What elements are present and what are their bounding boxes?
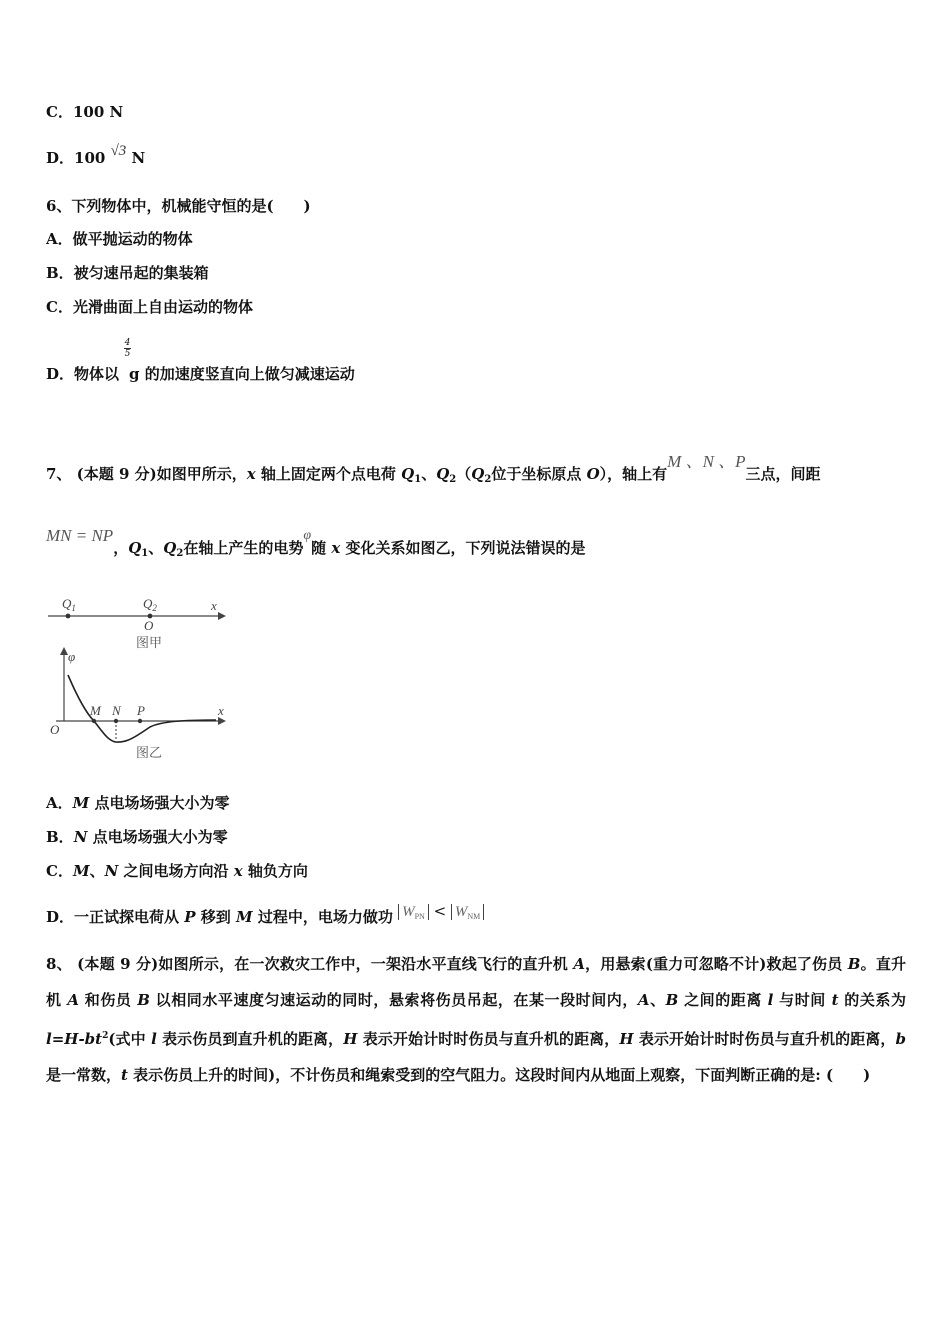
fig2-p-label: P: [137, 703, 145, 718]
fig2-n-label: N: [112, 703, 121, 718]
figure-yi: [46, 645, 246, 765]
q5-option-d: D．100 √3 N: [46, 143, 146, 167]
q7-stem-line1: 7、 (本题 9 分)如图甲所示，x 轴上固定两个点电荷 $Q_1$、$Q_2(Q_2$位于坐标原点 O），轴上有M 、N 、P三点，间距: [46, 452, 821, 485]
work-inequality: $W_{PN} < W_{NM}$: [398, 902, 484, 920]
q6-option-b: B．被匀速吊起的集装箱: [46, 264, 209, 282]
q7-option-c: C．M、N 之间电场方向沿 x 轴负方向: [46, 862, 308, 880]
q6-stem: 6、下列物体中，机械能守恒的是( ): [46, 197, 311, 215]
fraction-four-fifths: 4 5: [124, 338, 131, 359]
point-p-dot: [138, 719, 142, 723]
fig1-o-label: O: [144, 618, 154, 633]
fig1-x-label: x: [211, 598, 217, 613]
fig1-caption: 图甲: [136, 636, 163, 651]
fig1-q2-label: $Q_2$: [143, 596, 157, 613]
fig2-o-label: O: [50, 722, 60, 737]
q6-option-d: D．物体以 4 5 g 的加速度竖直向上做匀减速运动: [46, 338, 355, 383]
fig1-q1-label: $Q_1$: [62, 596, 76, 613]
point-n-dot: [114, 719, 118, 723]
q7-stem-line2: MN = NP，$Q_1$、$Q_2$在轴上产生的电势φ随 x 变化关系如图乙，下列说法错误的是: [46, 526, 586, 559]
q5-option-c: C．100 N: [46, 103, 124, 121]
sqrt3: √3: [110, 143, 127, 159]
fig2-phi-label: φ: [68, 649, 76, 664]
mn-equals-np: MN = NP: [46, 526, 114, 545]
q7-option-d: D．一正试探电荷从 P 移到 M 过程中，电场力做功 $W_{PN} < W_{NM}$: [46, 907, 484, 933]
charge-q1-dot: [66, 614, 71, 619]
fig2-m-label: M: [90, 703, 101, 718]
q6-option-a: A．做平抛运动的物体: [46, 230, 193, 248]
q7-option-a: A．M 点电场场强大小为零: [46, 794, 230, 812]
point-m-dot: [92, 719, 96, 723]
mnp-points: M 、N 、P: [667, 452, 746, 471]
q8-paragraph: 8、 (本题 9 分)如图所示，在一次救灾工作中，一架沿水平直线飞行的直升机 A，用悬索(重力可忽略不计)救起了伤员 B。直升机 A 和伤员 B 以相同水平速度匀速运动的同时，悬索将伤员吊起，在某一段时间内，A、B 之间的距离 l 与时间 t 的关系为 $l=H-bt^2$(式中 l 表示伤员到直升机的距离，H 表示开始计时时伤员与直升机的距离，H 表示开始计时时伤员与直升机的距离，b 是一常数，t 表示伤员上升的时间)，不计伤员和绳索受到的空气阻力。这段时间内从地面上观察，下面判断正确的是: ( ): [46, 955, 906, 1084]
fig2-caption: 图乙: [136, 746, 163, 761]
q6-option-c: C．光滑曲面上自由运动的物体: [46, 298, 253, 316]
phi-symbol: φ: [303, 528, 312, 543]
q7-option-b: B．N 点电场场强大小为零: [46, 828, 228, 846]
fig2-x-label: x: [218, 703, 224, 718]
